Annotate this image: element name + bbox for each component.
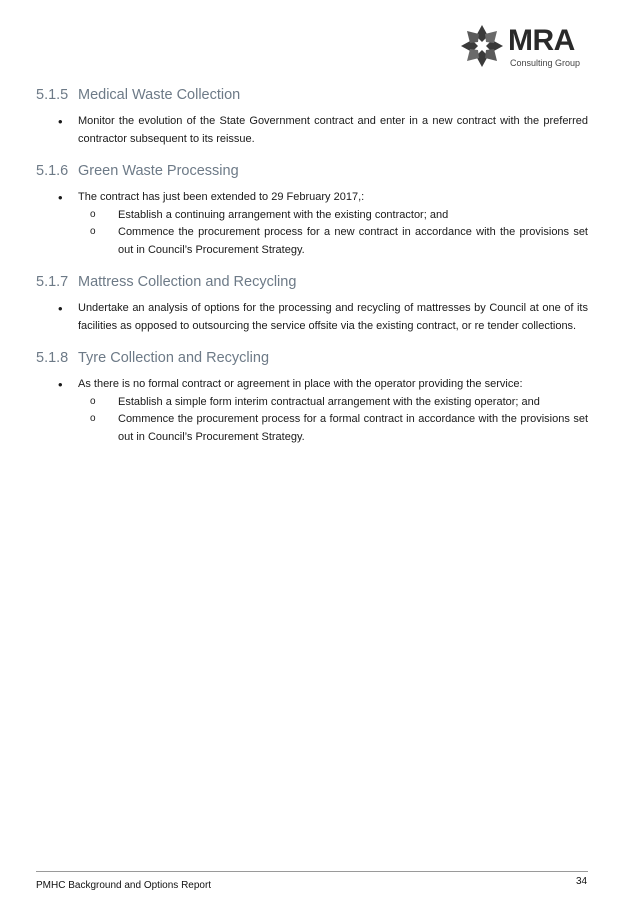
section-number: 5.1.7 [36, 274, 69, 290]
sub-bullet-list [78, 394, 588, 447]
page-number: 34 [576, 876, 588, 887]
sub-bullet-item: o Establish a simple form interim contractual arrangement with the existing operator; and [78, 394, 588, 412]
logo-mark-icon [458, 22, 506, 70]
bullet-item [36, 376, 588, 446]
document-body [36, 86, 588, 460]
section-medical-waste [36, 86, 588, 148]
section-number: 5.1.6 [36, 163, 69, 179]
sub-bullet-list [78, 207, 588, 260]
logo-brand: MRA [508, 24, 575, 57]
section-number: 5.1.8 [36, 350, 69, 366]
company-logo [458, 22, 598, 74]
bullet-list [36, 300, 588, 335]
bullet-text: As there is no formal contract or agreement in place with the operator providing the service: [78, 378, 523, 390]
bullet-text: The contract has just been extended to 29 February 2017,: [78, 191, 365, 203]
bullet-item [36, 113, 588, 148]
section-heading [36, 162, 588, 180]
sub-bullet-item: o Commence the procurement process for a new contract in accordance with the provisions set out in Council’s Procurement Strategy. [78, 224, 588, 259]
section-title: Medical Waste Collection [78, 87, 241, 103]
bullet-item [36, 300, 588, 335]
section-number: 5.1.5 [36, 87, 69, 103]
section-mattress [36, 273, 588, 335]
bullet-list [36, 189, 588, 259]
section-heading [36, 273, 588, 291]
section-green-waste [36, 162, 588, 259]
bullet-list [36, 376, 588, 446]
footer-divider [36, 871, 588, 872]
bullet-item [36, 189, 588, 259]
section-heading [36, 349, 588, 367]
bullet-text: Monitor the evolution of the State Government contract and enter in a new contract with the preferred contractor subsequent to its reissue. [78, 115, 588, 145]
sub-bullet-item: o Establish a continuing arrangement with the existing contractor; and [78, 207, 588, 225]
footer-title: PMHC Background and Options Report [36, 880, 212, 891]
bullet-list [36, 113, 588, 148]
logo-subtitle: Consulting Group [510, 58, 581, 68]
section-title: Mattress Collection and Recycling [78, 274, 297, 290]
bullet-text: Undertake an analysis of options for the processing and recycling of mattresses by Council at one of its facilities as opposed to outsourcing the service offsite via the existing contract, or re tender collections. [78, 302, 588, 332]
section-title: Green Waste Processing [78, 163, 239, 179]
sub-bullet-item: o Commence the procurement process for a formal contract in accordance with the provisions set out in Council’s Procurement Strategy. [78, 411, 588, 446]
section-tyre [36, 349, 588, 446]
section-heading [36, 86, 588, 104]
section-title: Tyre Collection and Recycling [78, 350, 270, 366]
